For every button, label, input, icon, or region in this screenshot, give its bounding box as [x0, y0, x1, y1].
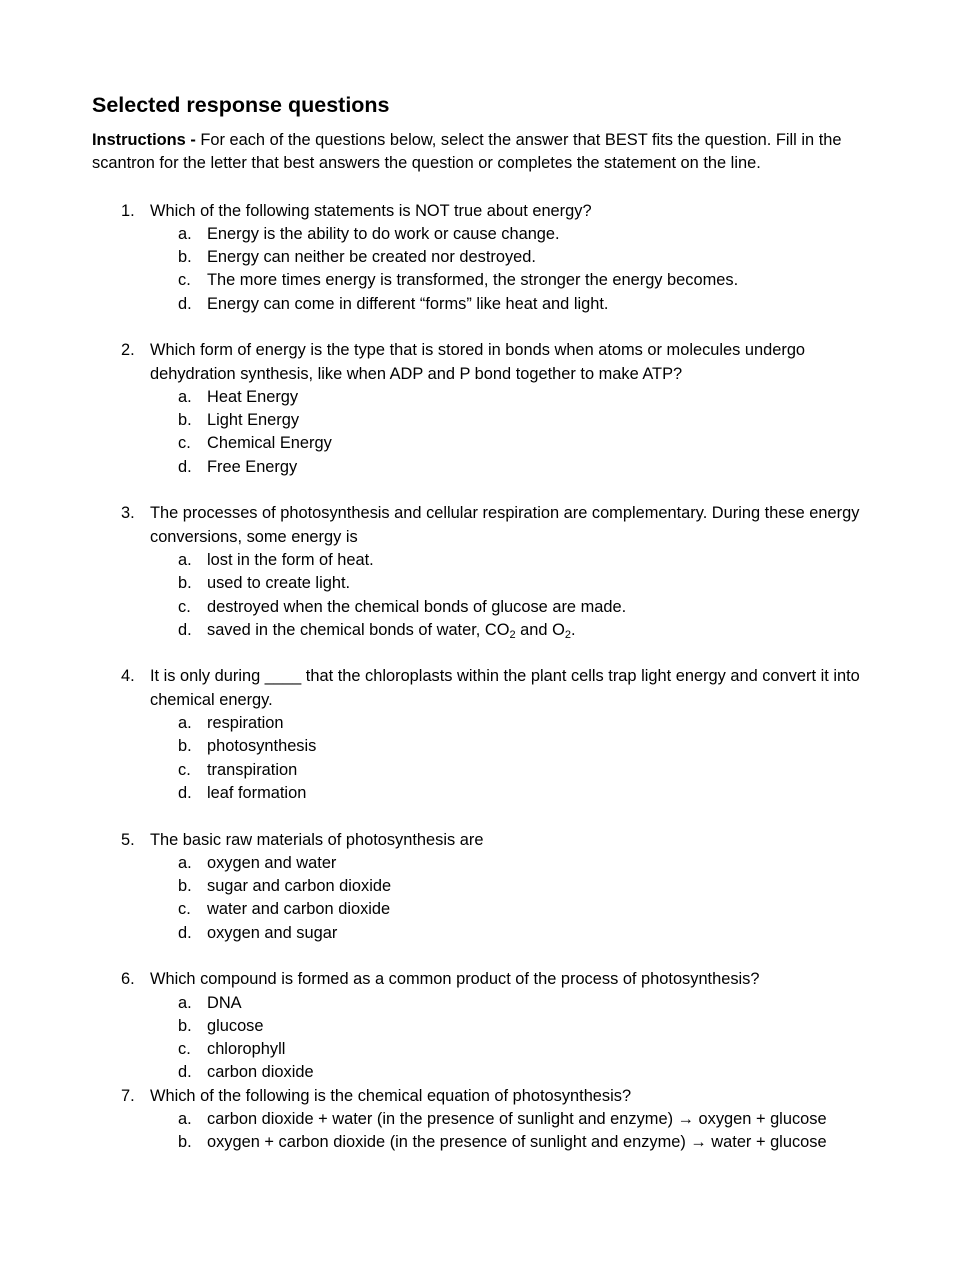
- question-6: [92, 968, 892, 1084]
- option-letter: c.: [178, 271, 191, 290]
- option-text: [207, 875, 892, 898]
- option-letter: a.: [178, 387, 192, 406]
- page-title: Selected response questions: [92, 93, 390, 117]
- option-letter: c.: [178, 434, 191, 453]
- answer-option: [92, 432, 892, 455]
- option-text-segment: sugar and carbon dioxide: [207, 877, 392, 896]
- answer-option: [92, 759, 892, 782]
- option-letter: b.: [178, 1133, 192, 1152]
- option-text: [207, 293, 892, 316]
- question-text: The processes of photosynthesis and cellular respiration are complementary. During these energy conversions, some energy is: [150, 504, 860, 546]
- option-letter: d.: [178, 294, 192, 313]
- answer-option: [92, 1131, 892, 1154]
- option-text-segment: .: [570, 620, 576, 639]
- option-text-segment: Chemical Energy: [207, 434, 332, 453]
- option-letter: c.: [178, 760, 191, 779]
- answer-option: [92, 596, 892, 619]
- option-letter: b.: [178, 248, 192, 267]
- option-letter: b.: [178, 411, 192, 430]
- option-text-segment: leaf formation: [207, 783, 307, 802]
- question-number: 3.: [121, 504, 135, 523]
- option-letter: a.: [178, 714, 192, 733]
- subscript: 2: [509, 628, 516, 641]
- answer-option: [92, 1108, 892, 1131]
- option-letter: a.: [178, 1110, 192, 1129]
- option-letter: b.: [178, 1016, 192, 1035]
- instructions-text: For each of the questions below, select the answer that BEST fits the question. Fill in the scantron for the letter that best answers the question or completes the statement on the line.: [92, 131, 842, 173]
- answer-option: [92, 456, 892, 479]
- option-text: [207, 992, 892, 1015]
- option-text-segment: oxygen and sugar: [207, 923, 338, 942]
- instructions-label: Instructions -: [92, 131, 196, 149]
- option-letter: a.: [178, 853, 192, 872]
- option-text: [207, 1131, 892, 1154]
- option-text-segment: lost in the form of heat.: [207, 550, 374, 569]
- answer-option: [92, 992, 892, 1015]
- option-text-segment: The more times energy is transformed, the stronger the energy becomes.: [207, 271, 739, 290]
- option-text: [207, 456, 892, 479]
- question-text: Which form of energy is the type that is stored in bonds when atoms or molecules undergo dehydration synthesis, like when ADP and P bond together to make ATP?: [150, 341, 806, 383]
- question-text: Which of the following is the chemical equation of photosynthesis?: [150, 1086, 632, 1105]
- option-text-segment: oxygen + carbon dioxide (in the presence of sunlight and enzyme) → water + glucose: [207, 1133, 827, 1152]
- option-letter: c.: [178, 1040, 191, 1059]
- answer-option: [92, 269, 892, 292]
- option-text: [207, 269, 892, 292]
- question-number: 6.: [121, 970, 135, 989]
- question-number: 5.: [121, 830, 135, 849]
- option-letter: d.: [178, 923, 192, 942]
- option-text-segment: chlorophyll: [207, 1040, 286, 1059]
- option-text: [207, 898, 892, 921]
- option-letter: d.: [178, 1063, 192, 1082]
- option-letter: a.: [178, 224, 192, 243]
- answer-option: [92, 735, 892, 758]
- answer-option: [92, 1015, 892, 1038]
- option-text-segment: saved in the chemical bonds of water, CO: [207, 620, 510, 639]
- option-text-segment: destroyed when the chemical bonds of glucose are made.: [207, 597, 627, 616]
- option-letter: b.: [178, 737, 192, 756]
- option-letter: d.: [178, 620, 192, 639]
- option-text: [207, 409, 892, 432]
- answer-option: [92, 293, 892, 316]
- question-number: 7.: [121, 1086, 135, 1105]
- answer-option: [92, 246, 892, 269]
- answer-option: [92, 875, 892, 898]
- question-text: The basic raw materials of photosynthesis are: [150, 830, 484, 849]
- question-3: [92, 502, 892, 642]
- option-text-segment: Free Energy: [207, 457, 298, 476]
- option-text: [207, 1108, 892, 1131]
- answer-option: [92, 409, 892, 432]
- option-letter: c.: [178, 597, 191, 616]
- option-letter: b.: [178, 877, 192, 896]
- option-text: [207, 759, 892, 782]
- option-text-segment: Energy can neither be created nor destroyed.: [207, 248, 536, 267]
- answer-option: [92, 712, 892, 735]
- option-text: [207, 619, 892, 642]
- option-text-segment: used to create light.: [207, 574, 351, 593]
- question-number: 4.: [121, 667, 135, 686]
- option-text-segment: DNA: [207, 993, 242, 1012]
- option-text: [207, 572, 892, 595]
- answer-option: [92, 852, 892, 875]
- question-number: 2.: [121, 341, 135, 360]
- answer-option: [92, 572, 892, 595]
- answer-option: [92, 386, 892, 409]
- option-letter: c.: [178, 900, 191, 919]
- answer-option: [92, 1061, 892, 1084]
- option-text: [207, 549, 892, 572]
- option-text: [207, 386, 892, 409]
- option-text: [207, 922, 892, 945]
- answer-option: [92, 898, 892, 921]
- question-5: [92, 829, 892, 945]
- option-text: [207, 432, 892, 455]
- option-text: [207, 782, 892, 805]
- option-text: [207, 852, 892, 875]
- option-text-segment: carbon dioxide + water (in the presence of sunlight and enzyme) → oxygen + glucose: [207, 1110, 827, 1129]
- answer-option: [92, 782, 892, 805]
- answer-option: [92, 619, 892, 642]
- option-letter: a.: [178, 550, 192, 569]
- option-text-segment: respiration: [207, 714, 284, 733]
- subscript: 2: [564, 628, 571, 641]
- option-text: [207, 1061, 892, 1084]
- option-text-segment: transpiration: [207, 760, 298, 779]
- option-letter: d.: [178, 783, 192, 802]
- option-text: [207, 223, 892, 246]
- question-list: [92, 200, 892, 1178]
- option-text-segment: photosynthesis: [207, 737, 317, 756]
- option-text: [207, 596, 892, 619]
- question-4: [92, 665, 892, 805]
- option-letter: d.: [178, 457, 192, 476]
- option-text: [207, 735, 892, 758]
- answer-option: [92, 1038, 892, 1061]
- answer-option: [92, 549, 892, 572]
- option-text-segment: glucose: [207, 1016, 264, 1035]
- option-text: [207, 1015, 892, 1038]
- option-text: [207, 1038, 892, 1061]
- option-text-segment: and O: [515, 620, 565, 639]
- option-text: [207, 246, 892, 269]
- question-text: Which compound is formed as a common product of the process of photosynthesis?: [150, 970, 760, 989]
- option-text-segment: water and carbon dioxide: [207, 900, 391, 919]
- answer-option: [92, 223, 892, 246]
- question-2: [92, 339, 892, 479]
- question-1: [92, 200, 892, 316]
- option-letter: a.: [178, 993, 192, 1012]
- option-text-segment: carbon dioxide: [207, 1063, 314, 1082]
- option-letter: b.: [178, 574, 192, 593]
- option-text-segment: Light Energy: [207, 411, 300, 430]
- answer-option: [92, 922, 892, 945]
- question-text: Which of the following statements is NOT true about energy?: [150, 201, 592, 220]
- option-text-segment: oxygen and water: [207, 853, 337, 872]
- option-text: [207, 712, 892, 735]
- option-text-segment: Energy is the ability to do work or cause change.: [207, 224, 560, 243]
- question-number: 1.: [121, 201, 135, 220]
- option-text-segment: Energy can come in different “forms” like heat and light.: [207, 294, 609, 313]
- question-text: It is only during ____ that the chloroplasts within the plant cells trap light energy and convert it into chemical energy.: [150, 667, 860, 709]
- option-text-segment: Heat Energy: [207, 387, 299, 406]
- instructions: [92, 129, 892, 176]
- question-7: [92, 1085, 892, 1155]
